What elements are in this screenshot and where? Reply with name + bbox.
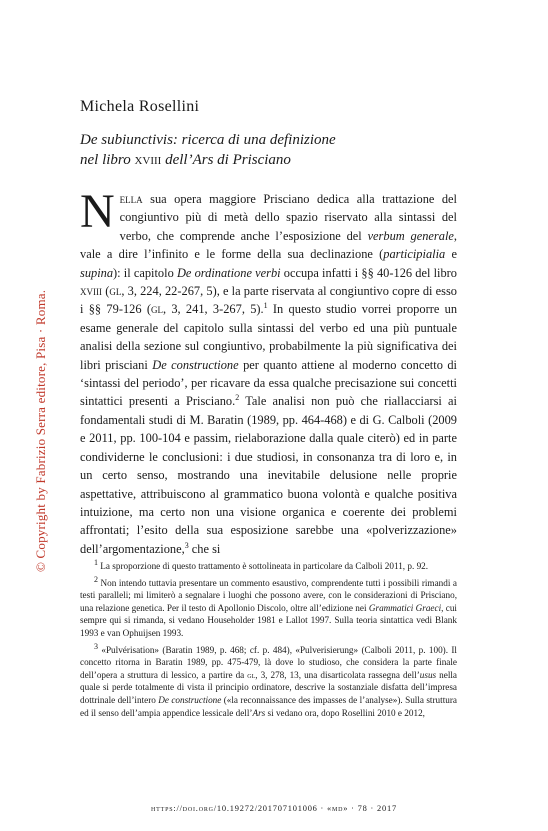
footnote bbox=[80, 574, 457, 640]
footnote-smallcaps: gl bbox=[247, 669, 256, 680]
footnote-italic: Grammatici Graeci bbox=[368, 602, 442, 613]
body-italic: supina bbox=[80, 265, 114, 280]
footnote-ref: 1 bbox=[263, 301, 268, 311]
body-italic: De constructione bbox=[152, 357, 239, 372]
footnotes bbox=[80, 557, 457, 723]
body-text: ): il capitolo bbox=[113, 265, 177, 280]
footnote bbox=[80, 557, 457, 573]
footnote-ref: 2 bbox=[235, 393, 240, 403]
main-paragraph bbox=[80, 185, 458, 558]
copyright-notice: © Copyright by Fabrizio Serra editore, Pisa · Roma. bbox=[33, 289, 48, 572]
body-italic: participialia bbox=[383, 247, 446, 262]
body-text: occupa infatti i §§ 40-126 del libro bbox=[280, 265, 457, 280]
body-text: ella bbox=[119, 192, 143, 206]
footnote-number: 2 bbox=[94, 574, 98, 584]
footnote-italic: usus bbox=[419, 669, 437, 680]
body-text: e bbox=[445, 247, 457, 262]
footnote-text: Non intendo tuttavia presentare un commento esaustivo, comprendente tutti i possibili rimandi a testi paralleli; mi limiterò a segnalare i luoghi che possono avere, con le considerazioni di Prisciano, una relazione genetica. Per il testo di Apollonio Discolo, oltre all’edizione nei bbox=[80, 577, 457, 613]
body-smallcaps: gl bbox=[109, 284, 122, 299]
footnote-text: , 3, 278, 13, una disarticolata rassegna dell’ bbox=[255, 669, 420, 680]
footnote bbox=[80, 641, 457, 720]
footnote-text: «Pulvérisation» (Baratin 1989, p. 468; cf. p. 484), «Pulverisierung» (Calboli 2011, p. 100). Il concetto ritorna in Baratin 1989, pp. 475-479, là dove lo studioso, che considera la parte finale dell’opera a struttura di lessico, a partire da bbox=[80, 644, 457, 680]
title-line-2b: dell’Ars di Prisciano bbox=[161, 152, 291, 168]
footnote-number: 1 bbox=[94, 557, 98, 567]
footnote-text: , cui sempre qui si rimanda, si vedano Householder 1981 e Lallot 1997. Sulla teoria sintattica vedi Blank 1993 e van Ophuijsen 1993. bbox=[80, 602, 457, 638]
body-text: ( bbox=[102, 284, 110, 299]
footnote-number: 3 bbox=[94, 641, 98, 651]
body-text: sua opera maggiore Prisciano dedica alla trattazione del congiuntivo più di metà dello spazio riservato alla sintassi del verbo, che comprende anche l’esposizione del bbox=[119, 192, 457, 243]
title-line-2a: nel libro bbox=[80, 152, 135, 168]
title-numeral: xviii bbox=[134, 152, 162, 168]
footnote-text: La sproporzione di questo trattamento è sottolineata in particolare da Calboli 2011, p. 92. bbox=[98, 561, 429, 571]
author-name: Michela Rosellini bbox=[80, 98, 200, 115]
body-text: per quanto attiene al moderno concetto di ‘sintassi del periodo’, per ricavare da essa qualche precisazione sui concetti sintattici presenti a Prisciano. bbox=[80, 357, 457, 409]
body-smallcaps: xviii bbox=[80, 284, 102, 299]
drop-cap: N bbox=[80, 185, 115, 238]
body-text: In questo studio vorrei proporre un esame generale del capitolo sulla sintassi del verbo ed una più puntuale analisi della sezione sul congiuntivo, probabilmente la più significativa dei libri prisciani bbox=[80, 302, 458, 372]
article-title bbox=[80, 130, 460, 170]
page-footer: https://doi.org/10.19272/201707101006 · «md» · 78 · 2017 bbox=[151, 804, 397, 813]
footnote-text: («la reconnaissance des impasses de l’analyse»). Sulla struttura ed il senso dell’ampia appendice lessicale dell’ bbox=[80, 694, 457, 718]
body-text: Tale analisi non può che riallacciarsi ai fondamentali studi di M. Baratin (1989, pp. 464-468) e di G. Calboli (2009 e 2011, pp. 100-104 e passim, rielaborazione dalla quale citerò) ed in parte condividerne le conclusioni: i due studiosi, in consonanza tra di loro e, in un certo senso, mostrando una inevitabile delusione nelle proprie aspettative, attribuiscono al grammatico buona volontà e qualche positiva intuizione, ma certo non una visione organica e coerente dei problemi affrontati; l’esito della sua esposizione sarebbe una «polverizzazione» dell’argomentazione, bbox=[80, 394, 457, 556]
body-text: , 3, 224, 22-267, 5), e la parte riservata al congiuntivo copre di esso i §§ 79-126 ( bbox=[80, 284, 457, 317]
body-italic: De ordinatione verbi bbox=[176, 265, 281, 280]
body-text: , vale a dire l’infinito e le forme della sua declinazione ( bbox=[80, 228, 458, 262]
body-smallcaps: gl bbox=[150, 302, 163, 317]
footnote-text: si vedano ora, dopo Rosellini 2010 e 2012, bbox=[265, 707, 425, 718]
footnote-ref: 3 bbox=[184, 540, 189, 550]
footnote-italic: Ars bbox=[252, 707, 266, 718]
footnote-text: nella quale si perde totalmente di vista il principio ordinatore, descrive la sostanziale disfatta dell’impresa dottrinale dell’intero bbox=[80, 669, 457, 705]
body-text: , 3, 241, 3-267, 5). bbox=[162, 302, 264, 317]
body-text: che si bbox=[188, 541, 221, 556]
footnote-italic: De constructione bbox=[158, 694, 222, 705]
body-italic: verbum generale bbox=[367, 228, 454, 243]
title-line-1: De subiunctivis: ricerca di una definizione bbox=[80, 132, 336, 148]
